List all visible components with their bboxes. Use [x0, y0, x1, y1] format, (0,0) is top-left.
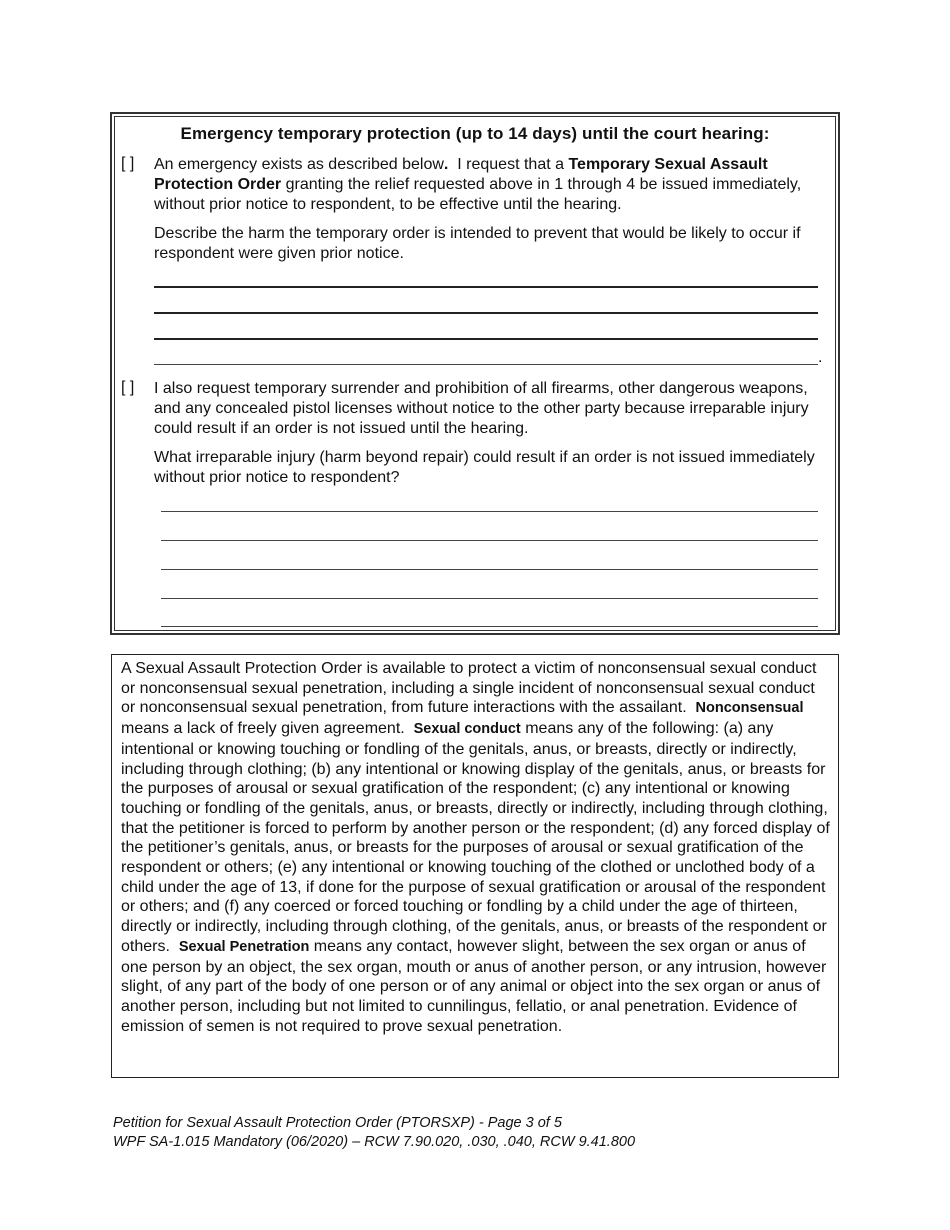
emergency-request-mid: I request that a: [448, 156, 569, 173]
harm-answer-line[interactable]: [154, 286, 818, 288]
footer-form-citation: WPF SA-1.015 Mandatory (06/2020) – RCW 7.90.020, .030, .040, RCW 9.41.800: [113, 1134, 636, 1150]
emergency-box-title: Emergency temporary protection (up to 14 days) until the court hearing:: [180, 124, 770, 143]
injury-answer-line[interactable]: [161, 511, 818, 512]
sexual-penetration-definition: means any contact, however slight, between the sex organ or anus of one person by an object, the sex organ, mouth or anus of another person, or any intrusion, however slight, of any part of the body of one person or of any animal or object into the sex organ or anus of another person, including but not limited to cunnilingus, fellatio, or anal penetration. Evidence of emission of semen is not required to prove sexual penetration.: [121, 937, 827, 1035]
footer-form-title: Petition for Sexual Assault Protection Order (PTORSXP) - Page 3 of 5: [113, 1115, 562, 1131]
harm-answer-line[interactable]: [154, 312, 818, 314]
injury-answer-line[interactable]: [161, 626, 818, 627]
injury-answer-line[interactable]: [161, 569, 818, 570]
injury-answer-line[interactable]: [161, 598, 818, 599]
firearms-request-text: I also request temporary surrender and prohibition of all firearms, other dangerous weapons, and any concealed pistol licenses without notice to the other party because irreparable injury could result if an order is not issued until the hearing.: [154, 380, 809, 437]
temporary-order-term: Temporary Sexual Assault Protection Order: [154, 156, 768, 193]
emergency-request-pre: An emergency exists as described below: [154, 156, 444, 173]
emergency-protection-box: [110, 112, 840, 635]
emergency-protection-inner-border: [114, 116, 836, 631]
nonconsensual-definition: means a lack of freely given agreement.: [121, 699, 808, 738]
emergency-request-checkbox[interactable]: [ ]: [121, 155, 135, 172]
definitions-box: [111, 654, 839, 1078]
sexual-conduct-definition: means any of the following: (a) any intentional or knowing touching or fondling of the genitals, anus, or breasts, directly or indirectly, including through clothing; (b) any intentional or knowing display of the genitals, anus, or breasts for the purposes of arousal or sexual gratification of the respondent; (c) any intentional or knowing touching or fondling of the genitals, anus, or breasts, directly or indirectly, including through clothing, that the petitioner is forced to perform by another person or the respondent; (d) any forced display of the petitioner’s genitals, anus, or breasts for the purposes of arousal or sexual gratification of the respondent or others; (e) any intentional or knowing touching of the clothed or unclothed body of a child under the age of 13, if done for the purpose of sexual gratification or arousal of the respondent or others; and (f) any coerced or forced touching or fondling by a child under the age of thirteen, directly or indirectly, including through clothing, of the genitals, anus, or breasts of the respondent or others.: [121, 720, 835, 955]
emergency-request-pre-period: .: [443, 156, 449, 173]
definitions-text: [121, 659, 835, 1036]
emergency-request-post: granting the relief requested above in 1 through 4 be issued immediately, without prior notice to respondent, to be effective until the hearing.: [154, 176, 802, 213]
harm-prompt: Describe the harm the temporary order is intended to prevent that would be likely to occur if respondent were given prior notice.: [154, 225, 801, 262]
harm-answer-period: .: [818, 349, 823, 366]
sexual-penetration-term: Sexual Penetration: [178, 938, 310, 955]
emergency-request-text: [154, 155, 821, 215]
injury-prompt: What irreparable injury (harm beyond repair) could result if an order is not issued immediately without prior notice to respondent?: [154, 449, 815, 486]
nonconsensual-term: Nonconsensual: [695, 700, 804, 717]
injury-answer-line[interactable]: [161, 540, 818, 541]
firearms-request-checkbox[interactable]: [ ]: [121, 379, 135, 396]
sexual-conduct-term: Sexual conduct: [413, 721, 521, 738]
definitions-intro: A Sexual Assault Protection Order is available to protect a victim of nonconsensual sexual conduct or nonconsensual sexual penetration, including a single incident of nonconsensual sexual conduct or nonconsensual sexual penetration, from future interactions with the assailant.: [121, 660, 821, 717]
page-footer: [113, 1114, 635, 1152]
harm-answer-line[interactable]: [154, 338, 818, 340]
harm-answer-line[interactable]: [154, 364, 818, 365]
